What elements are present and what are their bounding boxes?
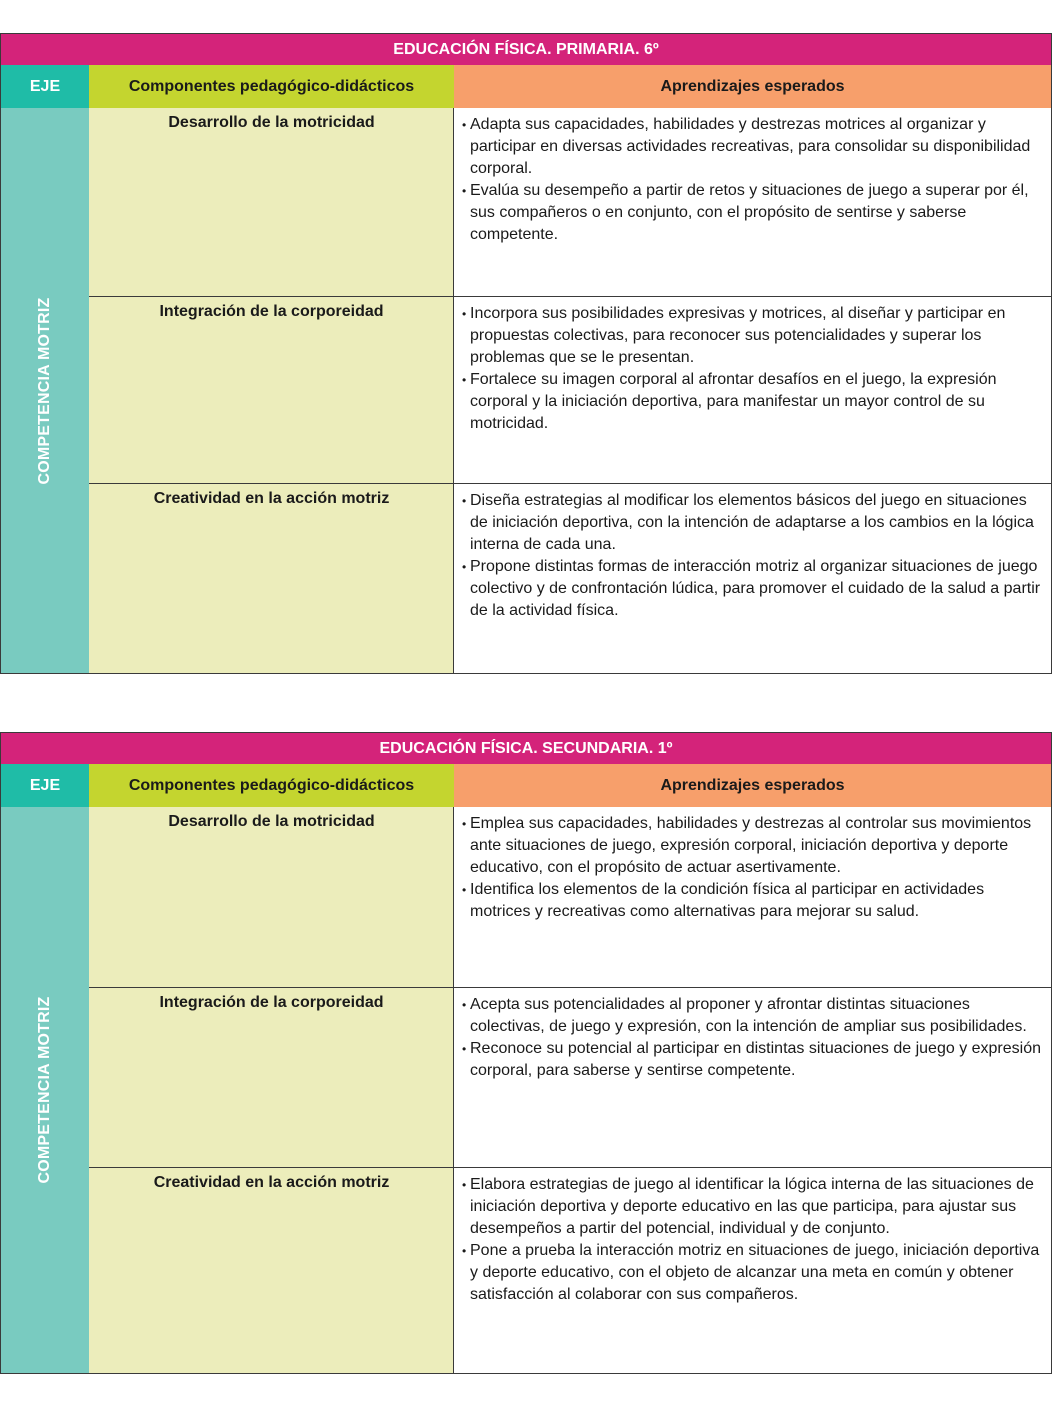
header-aprendizajes: Aprendizajes esperados [454,764,1051,807]
header-eje: EJE [1,65,89,108]
componente-name: Desarrollo de la motricidad [168,813,375,830]
list-item: • Reconoce su potencial al participar en distintas situaciones de juego y expresión corporal, para saberse y sentirse competente. [462,1038,1047,1082]
list-item: • Propone distintas formas de interacción motriz al organizar situaciones de juego colectivo y de confrontación lúdica, para promover el cuidado de la salud a partir de la actividad física. [462,556,1047,622]
table-primaria-6 [0,33,1052,674]
list-item: • Emplea sus capacidades, habilidades y destrezas al controlar sus movimientos ante situaciones de juego, expresión corporal, iniciación deportiva y deporte educativo, con el propósito de actuar asertivamente. [462,813,1047,879]
list-item: • Diseña estrategias al modificar los elementos básicos del juego en situaciones de iniciación deportiva, con la intención de adaptarse a los cambios en la lógica interna de cada una. [462,490,1047,556]
table-row [89,296,1051,484]
table-title: EDUCACIÓN FÍSICA. SECUNDARIA. 1º [1,733,1051,764]
table-row [89,108,1051,296]
eje-column [1,108,89,673]
aprendizajes-list [462,813,1047,923]
eje-column [1,807,89,1373]
aprendizajes-list [462,1174,1047,1306]
aprendizajes-list [462,490,1047,622]
list-item: • Acepta sus potencialidades al proponer y afrontar distintas situaciones colectivas, de juego y expresión, con la intención de ampliar sus posibilidades. [462,994,1047,1038]
header-aprendizajes: Aprendizajes esperados [454,65,1051,108]
header-componentes: Componentes pedagógico-didácticos [89,764,454,807]
table-row [89,483,1051,673]
aprendizajes-list [462,114,1047,246]
componente-name: Creatividad en la acción motriz [153,1174,390,1191]
header-eje: EJE [1,764,89,807]
table-row [89,807,1051,988]
header-componentes: Componentes pedagógico-didácticos [89,65,454,108]
eje-label: COMPETENCIA MOTRIZ [36,996,53,1184]
table-row [89,987,1051,1167]
list-item: • Incorpora sus posibilidades expresivas y motrices, al diseñar y participar en propuestas colectivas, para reconocer sus potencialidades y superar los problemas que se le presentan. [462,303,1047,369]
list-item: • Adapta sus capacidades, habilidades y destrezas motrices al organizar y participar en diversas actividades recreativas, para consolidar su disponibilidad corporal. [462,114,1047,180]
list-item: • Identifica los elementos de la condición física al participar en actividades motrices y recreativas como alternativas para mejorar su salud. [462,879,1047,923]
aprendizajes-list [462,994,1047,1082]
list-item: • Fortalece su imagen corporal al afrontar desafíos en el juego, la expresión corporal y la iniciación deportiva, para manifestar un mayor control de su motricidad. [462,369,1047,435]
list-item: • Elabora estrategias de juego al identificar la lógica interna de las situaciones de iniciación deportiva y deporte educativo en las que participa, para ajustar sus desempeños a partir del potencial, individual y de conjunto. [462,1174,1047,1240]
componente-name: Desarrollo de la motricidad [168,114,375,131]
list-item: • Pone a prueba la interacción motriz en situaciones de juego, iniciación deportiva y deporte educativo, con el objeto de alcanzar una meta en común y obtener satisfacción al colaborar con sus compañeros. [462,1240,1047,1306]
componente-name: Creatividad en la acción motriz [153,490,390,507]
table-row [89,1167,1051,1373]
aprendizajes-list [462,303,1047,435]
list-item: • Evalúa su desempeño a partir de retos y situaciones de juego a superar por él, sus compañeros o en conjunto, con el propósito de sentirse y saberse competente. [462,180,1047,246]
componente-name: Integración de la corporeidad [159,994,384,1011]
componente-name: Integración de la corporeidad [159,303,384,320]
table-title: EDUCACIÓN FÍSICA. PRIMARIA. 6º [1,34,1051,65]
eje-label: COMPETENCIA MOTRIZ [36,297,53,484]
table-secundaria-1 [0,732,1052,1374]
